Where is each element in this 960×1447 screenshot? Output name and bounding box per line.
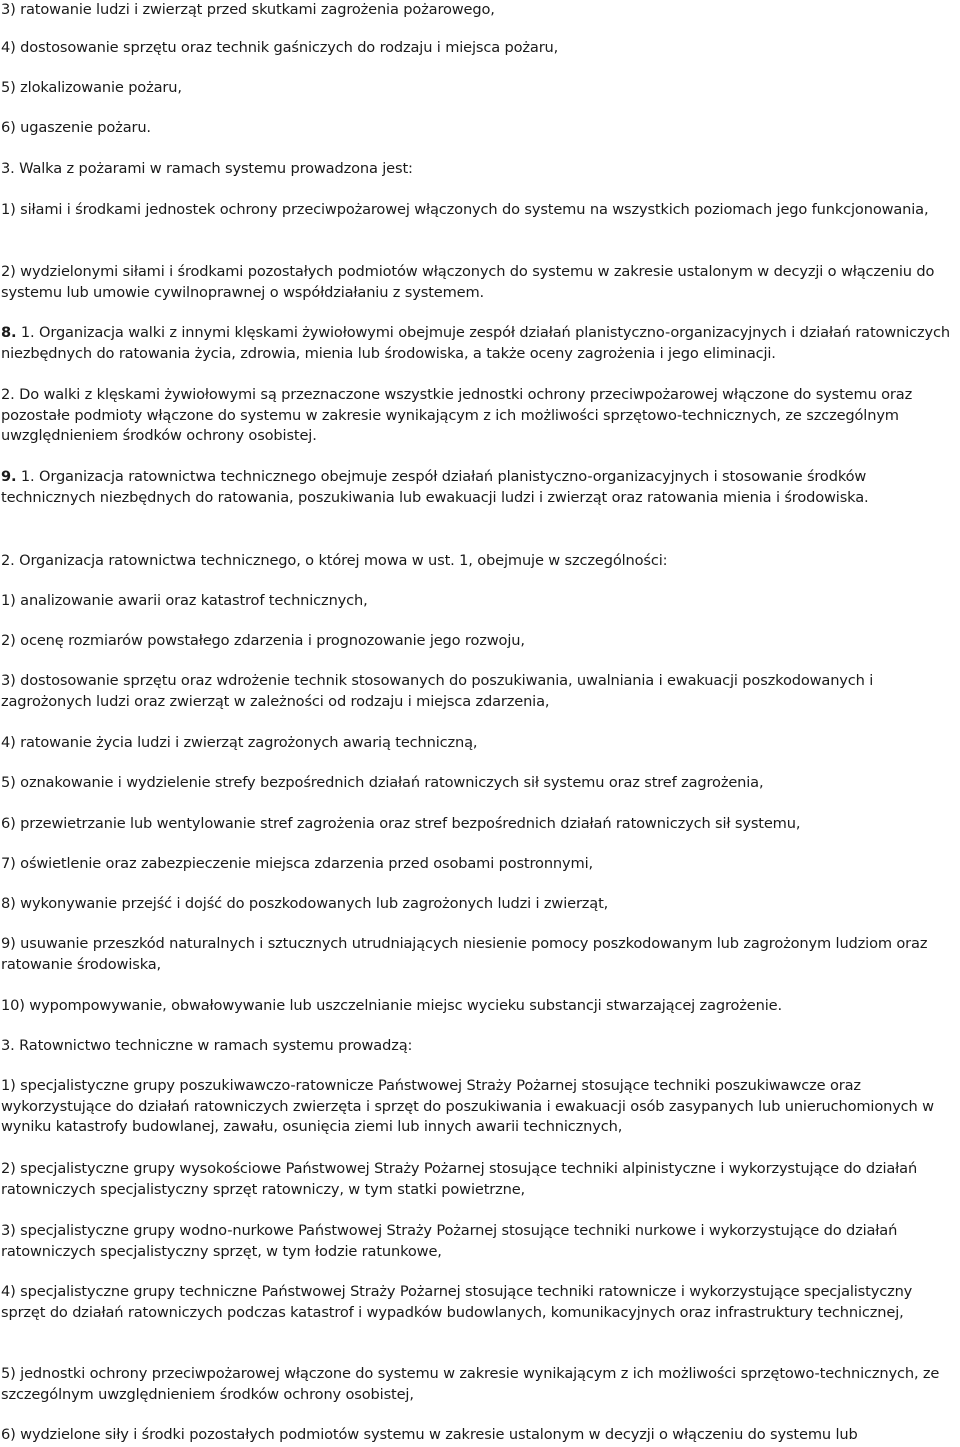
- list-item: [1, 591, 957, 612]
- paragraph-text: 7) oświetlenie oraz zabezpieczenie miejsca zdarzenia przed osobami postronnymi,: [1, 855, 593, 872]
- paragraph-text: 2. Organizacja ratownictwa technicznego, o której mowa w ust. 1, obejmuje w szczególności:: [1, 552, 668, 569]
- paragraph-text: 3) ratowanie ludzi i zwierząt przed skutkami zagrożenia pożarowego,: [1, 1, 495, 18]
- paragraph-text: 4) specjalistyczne grupy techniczne Państwowej Straży Pożarnej stosujące techniki ratownicze i wykorzystujące specjalistyczny sprzęt do działań ratowniczych podczas katastrof i wypadków budowlanych, komunikacyjnych oraz infrastruktury technicznej,: [1, 1283, 913, 1321]
- paragraph-text: 1. Organizacja walki z innymi klęskami żywiołowymi obejmuje zespół działań planistyczno-organizacyjnych i działań ratowniczych niezbędnych do ratowania życia, zdrowia, mienia lub środowiska, a także oceny zagrożenia i jego eliminacji.: [1, 324, 950, 362]
- list-item: [1, 773, 957, 794]
- paragraph-text: 3) specjalistyczne grupy wodno-nurkowe Państwowej Straży Pożarnej stosujące techniki nurkowe i wykorzystujące do działań ratowniczych specjalistyczny sprzęt, w tym łodzie ratunkowe,: [1, 1222, 898, 1260]
- paragraph-text: 5) zlokalizowanie pożaru,: [1, 79, 182, 96]
- list-item: [1, 854, 957, 875]
- paragraph-text: 6) przewietrzanie lub wentylowanie stref zagrożenia oraz stref bezpośrednich działań ratowniczych sił systemu,: [1, 815, 801, 832]
- list-item: [1, 671, 957, 712]
- paragraph-text: 8) wykonywanie przejść i dojść do poszkodowanych lub zagrożonych ludzi i zwierząt,: [1, 895, 609, 912]
- paragraph: [1, 385, 957, 447]
- section-paragraph: [1, 467, 957, 508]
- paragraph-text: 3) dostosowanie sprzętu oraz wdrożenie technik stosowanych do poszukiwania, uwalniania i ewakuacji poszkodowanych i zagrożonych ludzi oraz zwierząt w zależności od rodzaju i miejsca zdarzenia,: [1, 672, 874, 710]
- list-item: [1, 262, 957, 303]
- list-item: [1, 0, 957, 21]
- paragraph-text: 1. Organizacja ratownictwa technicznego obejmuje zespół działań planistyczno-organizacyjnych i stosowanie środków technicznych niezbędnych do ratowania, poszukiwania lub ewakuacji ludzi i zwierząt oraz ratowania mienia i środowiska.: [1, 468, 869, 506]
- paragraph-text: 1) siłami i środkami jednostek ochrony przeciwpożarowej włączonych do systemu na wszystkich poziomach jego funkcjonowania,: [1, 201, 929, 218]
- list-item: [1, 1282, 957, 1323]
- list-item: [1, 1425, 957, 1446]
- paragraph: [1, 551, 957, 572]
- list-item: [1, 814, 957, 835]
- paragraph-text: 4) ratowanie życia ludzi i zwierząt zagrożonych awarią techniczną,: [1, 734, 478, 751]
- section-number: 9.: [1, 468, 17, 485]
- list-item: [1, 934, 957, 975]
- paragraph-text: 2) ocenę rozmiarów powstałego zdarzenia i prognozowanie jego rozwoju,: [1, 632, 525, 649]
- list-item: [1, 894, 957, 915]
- section-number: 8.: [1, 324, 17, 341]
- paragraph: [1, 159, 957, 180]
- list-item: [1, 733, 957, 754]
- paragraph-text: 2) wydzielonymi siłami i środkami pozostałych podmiotów włączonych do systemu w zakresie ustalonym w decyzji o włączeniu do systemu lub umowie cywilnoprawnej o współdziałaniu z systemem.: [1, 263, 935, 301]
- list-item: [1, 1364, 957, 1405]
- paragraph-text: 3. Walka z pożarami w ramach systemu prowadzona jest:: [1, 160, 413, 177]
- paragraph-text: 4) dostosowanie sprzętu oraz technik gaśniczych do rodzaju i miejsca pożaru,: [1, 39, 559, 56]
- list-item: [1, 1221, 957, 1262]
- paragraph-text: 6) ugaszenie pożaru.: [1, 119, 151, 136]
- paragraph-text: 1) specjalistyczne grupy poszukiwawczo-ratownicze Państwowej Straży Pożarnej stosujące techniki poszukiwawcze oraz wykorzystujące do działań ratowniczych zwierzęta i sprzęt do poszukiwania i ewakuacji osób zasypanych lub unieruchomionych w wyniku katastrofy budowlanej, zawału, osunięcia ziemi lub innych awarii technicznych,: [1, 1077, 934, 1136]
- list-item: [1, 631, 957, 652]
- paragraph-text: 9) usuwanie przeszkód naturalnych i sztucznych utrudniających niesienie pomocy poszkodowanym lub zagrożonym ludziom oraz ratowanie środowiska,: [1, 935, 928, 973]
- paragraph-text: 6) wydzielone siły i środki pozostałych podmiotów systemu w zakresie ustalonym w decyzji o włączeniu do systemu lub: [1, 1426, 858, 1443]
- list-item: [1, 1159, 957, 1200]
- list-item: [1, 200, 957, 221]
- paragraph-text: 1) analizowanie awarii oraz katastrof technicznych,: [1, 592, 368, 609]
- paragraph-text: 5) jednostki ochrony przeciwpożarowej włączone do systemu w zakresie wynikającym z ich możliwości sprzętowo-technicznych, ze szczególnym uwzględnieniem środków ochrony osobistej,: [1, 1365, 940, 1403]
- paragraph-text: 5) oznakowanie i wydzielenie strefy bezpośrednich działań ratowniczych sił systemu oraz stref zagrożenia,: [1, 774, 764, 791]
- paragraph: [1, 1036, 957, 1057]
- paragraph-text: 10) wypompowywanie, obwałowywanie lub uszczelnianie miejsc wycieku substancji stwarzającej zagrożenie.: [1, 997, 782, 1014]
- list-item: [1, 38, 957, 59]
- paragraph-text: 3. Ratownictwo techniczne w ramach systemu prowadzą:: [1, 1037, 413, 1054]
- section-paragraph: [1, 323, 957, 364]
- paragraph-text: 2. Do walki z klęskami żywiołowymi są przeznaczone wszystkie jednostki ochrony przeciwpożarowej włączone do systemu oraz pozostałe podmioty włączone do systemu w zakresie wynikającym z ich możliwości sprzętowo-technicznych, ze szczególnym uwzględnieniem środków ochrony osobistej.: [1, 386, 913, 445]
- list-item: [1, 118, 957, 139]
- list-item: [1, 1076, 957, 1138]
- list-item: [1, 996, 957, 1017]
- list-item: [1, 78, 957, 99]
- paragraph-text: 2) specjalistyczne grupy wysokościowe Państwowej Straży Pożarnej stosujące techniki alpinistyczne i wykorzystujące do działań ratowniczych specjalistyczny sprzęt ratowniczy, w tym statki powietrzne,: [1, 1160, 918, 1198]
